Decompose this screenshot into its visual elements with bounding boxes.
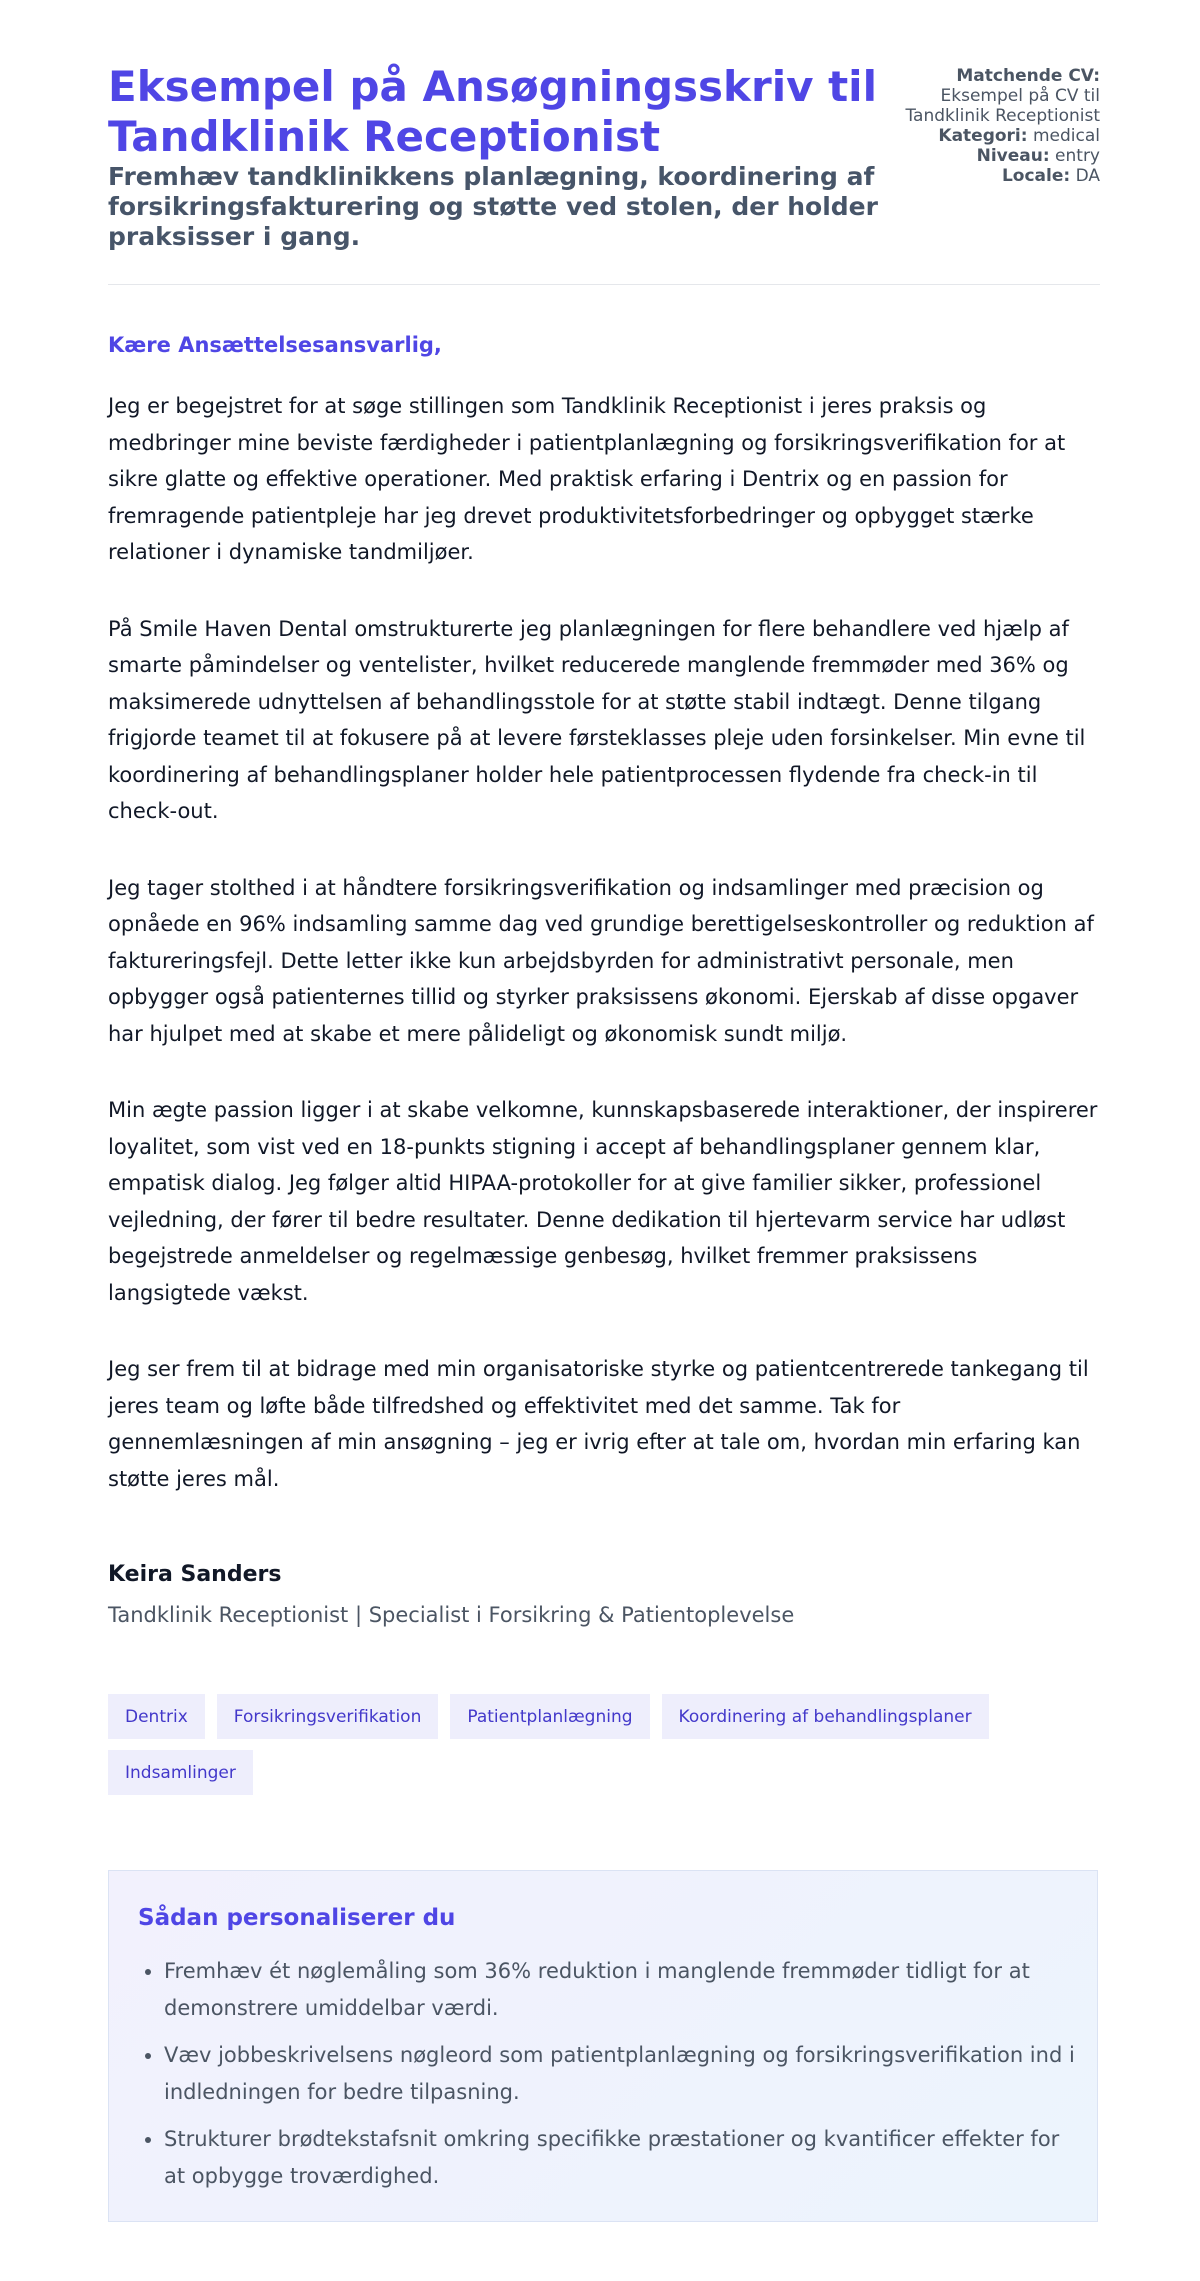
matching-cv-label: Matchende CV: xyxy=(956,66,1100,86)
tip-item: • Fremhæv ét nøglemåling som 36% reduktion i manglende fremmøder tidligt for at demonstrere umiddelbar værdi. xyxy=(164,1953,1084,2026)
header-divider xyxy=(108,284,1100,285)
category-row xyxy=(860,126,1100,146)
skill-tag[interactable]: Indsamlinger xyxy=(108,1750,253,1795)
meta-panel xyxy=(860,66,1100,186)
page-header xyxy=(108,62,1100,252)
skill-tag[interactable]: Koordinering af behandlingsplaner xyxy=(662,1694,989,1739)
skill-tag[interactable]: Patientplanlægning xyxy=(450,1694,649,1739)
locale-label: Locale: xyxy=(1001,166,1071,186)
letter-paragraph: Jeg tager stolthed i at håndtere forsikringsverifikation og indsamlinger med præcision og opnåede en 96% indsamling samme dag ved grundige berettigelseskontroller og reduktion af faktureringsfejl. Dette letter ikke kun arbejdsbyrden for administrativt personale, men opbygger også patienternes tillid og styrker praksissens økonomi. Ejerskab af disse opgaver har hjulpet med at skabe et mere pålideligt og økonomisk sundt miljø. xyxy=(108,875,1094,1046)
matching-cv-link[interactable]: Eksempel på CV til Tandklinik Receptionist xyxy=(905,86,1100,126)
skill-tag[interactable]: Dentrix xyxy=(108,1694,205,1739)
tip-item: • Væv jobbeskrivelsens nøgleord som patientplanlægning og forsikringsverifikation ind i indledningen for bedre tilpasning. xyxy=(164,2037,1084,2110)
signature-title: Tandklinik Receptionist | Specialist i Forsikring & Patientoplevelse xyxy=(108,1603,795,1627)
letter-paragraph: Min ægte passion ligger i at skabe velkomne, kunnskapsbaserede interaktioner, der inspirerer loyalitet, som vist ved en 18-punkts stigning i accept af behandlingsplaner gennem klar, empatisk dialog. Jeg følger altid HIPAA-protokoller for at give familier sikker, professionel vejledning, der fører til bedre resultater. Denne dedikation til hjertevarm service har udløst begejstrede anmeldelser og regelmæssige genbesøg, hvilket fremmer praksissens langsigtede vækst. xyxy=(108,1098,1098,1305)
tips-list xyxy=(138,1953,1084,2205)
personalization-tips-box xyxy=(108,1870,1098,2222)
letter-paragraph: På Smile Haven Dental omstrukturerte jeg planlægningen for flere behandlere ved hjælp af smarte påmindelser og ventelister, hvilket reducerede manglende fremmøder med 36% og maksimerede udnyttelsen af behandlingsstole for at støtte stabil indtægt. Denne tilgang frigjorde teamet til at fokusere på at levere førsteklasses pleje uden forsinkelser. Min evne til koordinering af behandlingsplaner holder hele patientprocessen flydende fra check-in til check-out. xyxy=(108,616,1086,823)
letter-body xyxy=(108,330,1100,1537)
letter-paragraph: Jeg er begejstret for at søge stillingen som Tandklinik Receptionist i jeres praksis og medbringer mine beviste færdigheder i patientplanlægning og forsikringsverifikation for at sikre glatte og effektive operationer. Med praktisk erfaring i Dentrix og en passion for fremragende patientpleje har jeg drevet produktivitetsforbedringer og opbygget stærke relationer i dynamiske tandmiljøer. xyxy=(108,394,1066,564)
tip-item: • Strukturer brødtekstafsnit omkring specifikke præstationer og kvantificer effekter for at opbygge troværdighed. xyxy=(164,2121,1084,2194)
locale-row xyxy=(860,166,1100,186)
signature-name: Keira Sanders xyxy=(108,1562,282,1587)
signature-block xyxy=(108,1560,1100,1630)
category-value: medical xyxy=(1032,126,1100,146)
tips-title: Sådan personaliserer du xyxy=(138,1905,456,1931)
locale-value: DA xyxy=(1075,166,1100,186)
level-value: entry xyxy=(1055,146,1100,166)
skill-tags xyxy=(108,1694,1100,1795)
skill-tag[interactable]: Forsikringsverifikation xyxy=(217,1694,439,1739)
salutation: Kære Ansættelsesansvarlig, xyxy=(108,333,442,357)
level-row xyxy=(860,146,1100,166)
level-label: Niveau: xyxy=(976,146,1050,166)
page-title: Eksempel på Ansøgningsskriv til Tandklinik Receptionist xyxy=(108,62,877,161)
page-subtitle: Fremhæv tandklinikkens planlægning, koordinering af forsikringsfakturering og støtte ved stolen, der holder praksisser i gang. xyxy=(108,162,878,251)
category-label: Kategori: xyxy=(938,126,1028,146)
letter-paragraph: Jeg ser frem til at bidrage med min organisatoriske styrke og patientcentrerede tankegang til jeres team og løfte både tilfredshed og effektivitet med det samme. Tak for gennemlæsningen af min ansøgning – jeg er ivrig efter at tale om, hvordan min erfaring kan støtte jeres mål. xyxy=(108,1357,1089,1491)
